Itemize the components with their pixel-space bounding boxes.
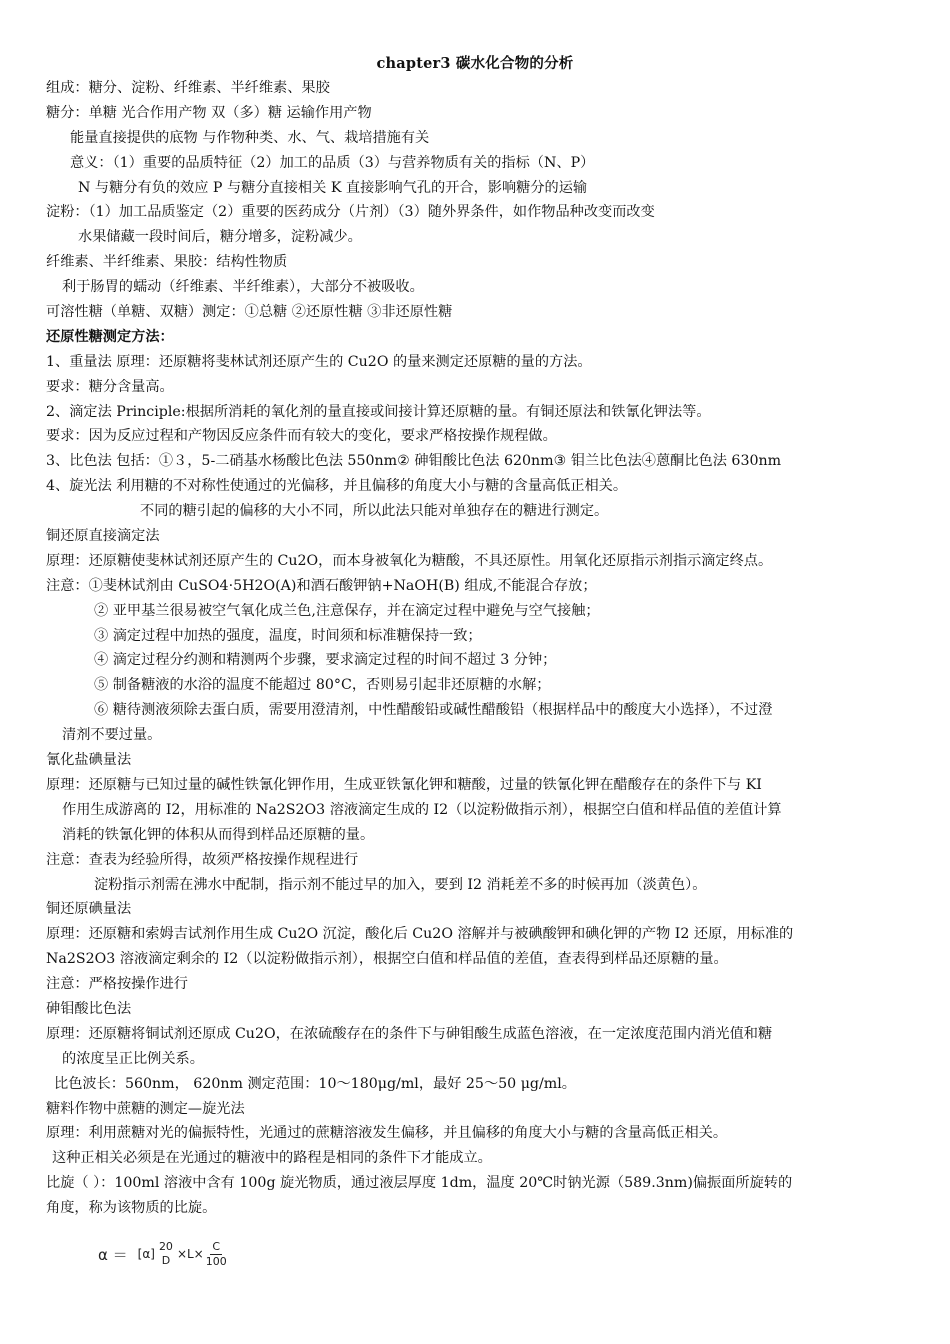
text-line: 要求：糖分含量高。 (46, 378, 174, 395)
text-line: 不同的糖引起的偏移的大小不同，所以此法只能对单独存在的糖进行测定。 (140, 503, 609, 520)
text-line: N 与糖分有负的效应 P 与糖分直接相关 K 直接影响气孔的开合，影响糖分的运输 (78, 179, 588, 196)
text-line: 还原性糖测定方法： (46, 328, 174, 345)
text-line: 比色波长：560nm， 620nm 测定范围：10～180μg/ml，最好 25～50 μg/ml。 (54, 1075, 576, 1092)
text-line: 铜还原碘量法 (46, 901, 132, 918)
text-line: 原理：还原糖使斐林试剂还原产生的 Cu2O，而本身被氧化为糖酸，不具还原性。用氧化还原指示剂指示滴定终点。 (46, 552, 773, 569)
text-line: 可溶性糖（单糖、双糖）测定：①总糖 ②还原性糖 ③非还原性糖 (46, 304, 453, 321)
text-line: 这种正相关必须是在光通过的糖液中的路程是相同的条件下才能成立。 (52, 1150, 492, 1167)
text-line: ④ 滴定过程分约测和精测两个步骤，要求滴定过程的时间不超过 3 分钟； (94, 652, 557, 669)
text-line: 砷钼酸比色法 (46, 1000, 132, 1017)
text-line: 淀粉指示剂需在沸水中配制，指示剂不能过早的加入，要到 I2 消耗差不多的时候再加（淡黄色）。 (94, 876, 707, 893)
text-line: 4、旋光法 利用糖的不对称性使通过的光偏移，并且偏移的角度大小与糖的含量高低正相关。 (46, 478, 628, 495)
text-line: 角度，称为该物质的比旋。 (46, 1200, 217, 1217)
text-line: 铜还原直接滴定法 (46, 528, 160, 545)
text-line: 能量直接提供的底物 与作物种类、水、气、栽培措施有关 (70, 129, 430, 146)
text-line: 原理：利用蔗糖对光的偏振特性，光通过的蔗糖溶液发生偏移，并且偏移的角度大小与糖的含量高低正相关。 (46, 1125, 728, 1142)
formula-hundred: 100 (205, 1254, 227, 1268)
text-line: 纤维素、半纤维素、果胶：结构性物质 (46, 254, 288, 271)
text-line: 氰化盐碘量法 (46, 752, 132, 769)
text-line: ③ 滴定过程中加热的强度，温度，时间须和标准糖保持一致； (94, 627, 482, 644)
text-line: ⑥ 糖待测液须除去蛋白质，需要用澄清剂，中性醋酸铅或碱性醋酸铅（根据样品中的酸度大小选择），不过澄 (94, 702, 773, 719)
formula-light-source: D (161, 1254, 171, 1267)
specific-rotation-formula (98, 1236, 229, 1272)
text-line: 作用生成游离的 I2，用标准的 Na2S2O3 溶液滴定生成的 I2（以淀粉做指示剂），根据空白值和样品值的差值计算 (62, 801, 782, 818)
formula-concentration-fraction (206, 1240, 227, 1269)
page-title: chapter3 碳水化合物的分析 (376, 55, 574, 72)
text-line: 的浓度呈正比例关系。 (62, 1050, 204, 1067)
text-line: Na2S2O3 溶液滴定剩余的 I2（以淀粉做指示剂），根据空白值和样品值的差值，查表得到样品还原糖的量。 (46, 951, 728, 968)
formula-temperature: 20 (158, 1240, 173, 1253)
text-line: ⑤ 制备糖液的水浴的温度不能超过 80°C，否则易引起非还原糖的水解； (94, 677, 551, 694)
text-line: 原理：还原糖与已知过量的碱性铁氰化钾作用，生成亚铁氰化钾和糖酸，过量的铁氰化钾在醋酸存在的条件下与 KI (46, 776, 762, 793)
text-line: 3、比色法 包括：①３，5-二硝基水杨酸比色法 550nm② 砷钼酸比色法 620nm③ 钼兰比色法④蒽酮比色法 630nm (46, 453, 782, 470)
text-line: 原理：还原糖和索姆吉试剂作用生成 Cu2O 沉淀，酸化后 Cu2O 溶解并与被碘酸钾和碘化钾的产物 I2 还原，用标准的 (46, 926, 794, 943)
formula-times-length: ×L× (176, 1247, 204, 1261)
text-line: 淀粉：（1）加工品质鉴定（2）重要的医药成分（片剂）（3）随外界条件，如作物品种改变而改变 (46, 204, 655, 221)
text-line: 1、重量法 原理：还原糖将斐林试剂还原产生的 Cu2O 的量来测定还原糖的量的方法。 (46, 353, 592, 370)
text-line: 意义：（1）重要的品质特征（2）加工的品质（3）与营养物质有关的指标（N、P） (70, 154, 595, 171)
text-line: 2、滴定法 Principle:根据所消耗的氧化剂的量直接或间接计算还原糖的量。有铜还原法和铁氰化钾法等。 (46, 403, 711, 420)
text-line: 糖分：单糖 光合作用产物 双（多）糖 运输作用产物 (46, 104, 372, 121)
text-line: ② 亚甲基兰很易被空气氧化成兰色,注意保存，并在滴定过程中避免与空气接触； (94, 602, 600, 619)
text-line: 组成：糖分、淀粉、纤维素、半纤维素、果胶 (46, 80, 330, 96)
formula-bracket: [α] (137, 1247, 155, 1261)
text-line: 原理：还原糖将铜试剂还原成 Cu2O，在浓硫酸存在的条件下与砷钼酸生成蓝色溶液，在一定浓度范围内消光值和糖 (46, 1025, 773, 1042)
document-body (46, 76, 908, 1221)
text-line: 水果储藏一段时间后，糖分增多，淀粉减少。 (78, 229, 362, 246)
text-line: 注意：查表为经验所得，故须严格按操作规程进行 (46, 851, 359, 868)
text-line: 注意：严格按操作进行 (46, 976, 188, 993)
text-line: 清剂不要过量。 (62, 727, 162, 744)
formula-alpha: α ＝ (98, 1245, 128, 1264)
formula-concentration: C (212, 1239, 221, 1253)
text-line: 利于肠胃的蠕动（纤维素、半纤维素），大部分不被吸收。 (62, 279, 424, 296)
text-line: 比旋（ ）：100ml 溶液中含有 100g 旋光物质，通过液层厚度 1dm，温度 20℃时钠光源（589.3nm)偏振面所旋转的 (46, 1175, 793, 1192)
text-line: 注意：①斐林试剂由 CuSO4·5H2O(A)和酒石酸钾钠+NaOH(B) 组成,不能混合存放； (46, 577, 597, 594)
text-line: 要求：因为反应过程和产物因反应条件而有较大的变化，要求严格按操作规程做。 (46, 428, 557, 445)
text-line: 糖料作物中蔗糖的测定—旋光法 (46, 1100, 245, 1117)
text-line: 消耗的铁氰化钾的体积从而得到样品还原糖的量。 (62, 826, 375, 843)
formula-superscript-subscript (157, 1240, 175, 1268)
